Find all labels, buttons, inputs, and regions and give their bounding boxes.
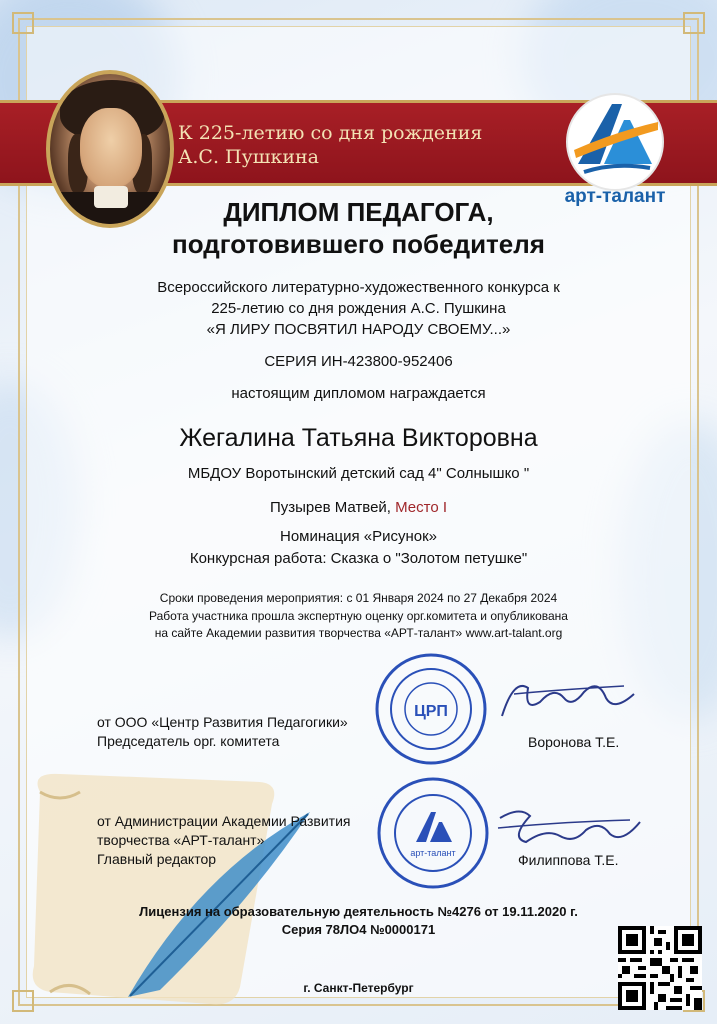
city: г. Санкт-Петербург: [303, 981, 414, 995]
signature-2-icon: [490, 798, 650, 854]
signature-block-1: [97, 713, 348, 751]
organization: МБДОУ Воротынский детский сад 4" Солнышко ": [187, 465, 530, 482]
participant-name: Пузырев Матвей,: [269, 499, 396, 516]
frame-corner: [683, 12, 705, 34]
sig1-line-1: от ООО «Центр Развития Педагогики»: [97, 714, 348, 730]
qr-code-icon: [618, 926, 702, 1010]
participant-line: [0, 499, 717, 516]
art-talant-stamp-icon: [376, 776, 490, 890]
diploma-title: ДИПЛОМ ПЕДАГОГА,: [223, 197, 494, 227]
signatory-1-name: Воронова Т.Е.: [528, 734, 620, 750]
banner-line-1: К 225-летию со дня рождения: [178, 122, 483, 144]
participant-place: Место I: [395, 499, 448, 516]
recipient-name: Жегалина Татьяна Викторовна: [179, 424, 538, 452]
details-line-2: Работа участника прошла экспертную оценку орг.комитета и опубликована: [149, 609, 568, 623]
signature-1-icon: [494, 668, 644, 728]
signatory-2-name: Филиппова Т.Е.: [518, 852, 619, 868]
stamp-1-text: ЦРП: [414, 703, 448, 720]
license-line-2: Серия 78ЛО4 №0000171: [281, 922, 436, 937]
contest-line-1: Всероссийского литературно-художественного конкурса к: [157, 279, 560, 296]
sig2-line-1: от Администрации Академии Развития: [97, 813, 351, 829]
logo-text: арт-талант: [564, 186, 666, 207]
contest-line-2: 225-летию со дня рождения А.С. Пушкина: [211, 300, 506, 317]
frame-corner: [12, 12, 34, 34]
details-line-1: Сроки проведения мероприятия: с 01 Января 2024 по 27 Декабря 2024: [159, 591, 558, 605]
sig2-line-2: творчества «АРТ-талант»: [97, 832, 265, 848]
series-number: СЕРИЯ ИН-423800-952406: [264, 353, 453, 370]
contest-work: Конкурсная работа: Сказка о "Золотом петушке": [189, 550, 528, 567]
license-line-1: Лицензия на образовательную деятельность №4276 от 19.11.2020 г.: [139, 904, 578, 919]
award-text: настоящим дипломом награждается: [231, 385, 486, 402]
details-line-3: на сайте Академии развития творчества «АРТ-талант» www.art-talant.org: [154, 626, 563, 640]
stamp-2-text: арт-талант: [410, 848, 456, 858]
nomination: Номинация «Рисунок»: [279, 528, 437, 545]
signature-block-2: [97, 812, 350, 869]
crp-stamp-icon: [374, 652, 488, 766]
banner-text: [178, 121, 482, 169]
scroll-quill-illustration: [10, 752, 340, 1017]
banner-line-2: А.С. Пушкина: [178, 146, 319, 168]
contest-line-3: «Я ЛИРУ ПОСВЯТИЛ НАРОДУ СВОЕМУ...»: [206, 321, 511, 338]
sig2-line-3: Главный редактор: [97, 851, 217, 867]
sig1-line-2: Председатель орг. комитета: [97, 733, 280, 749]
diploma-subtitle: подготовившего победителя: [172, 229, 545, 259]
